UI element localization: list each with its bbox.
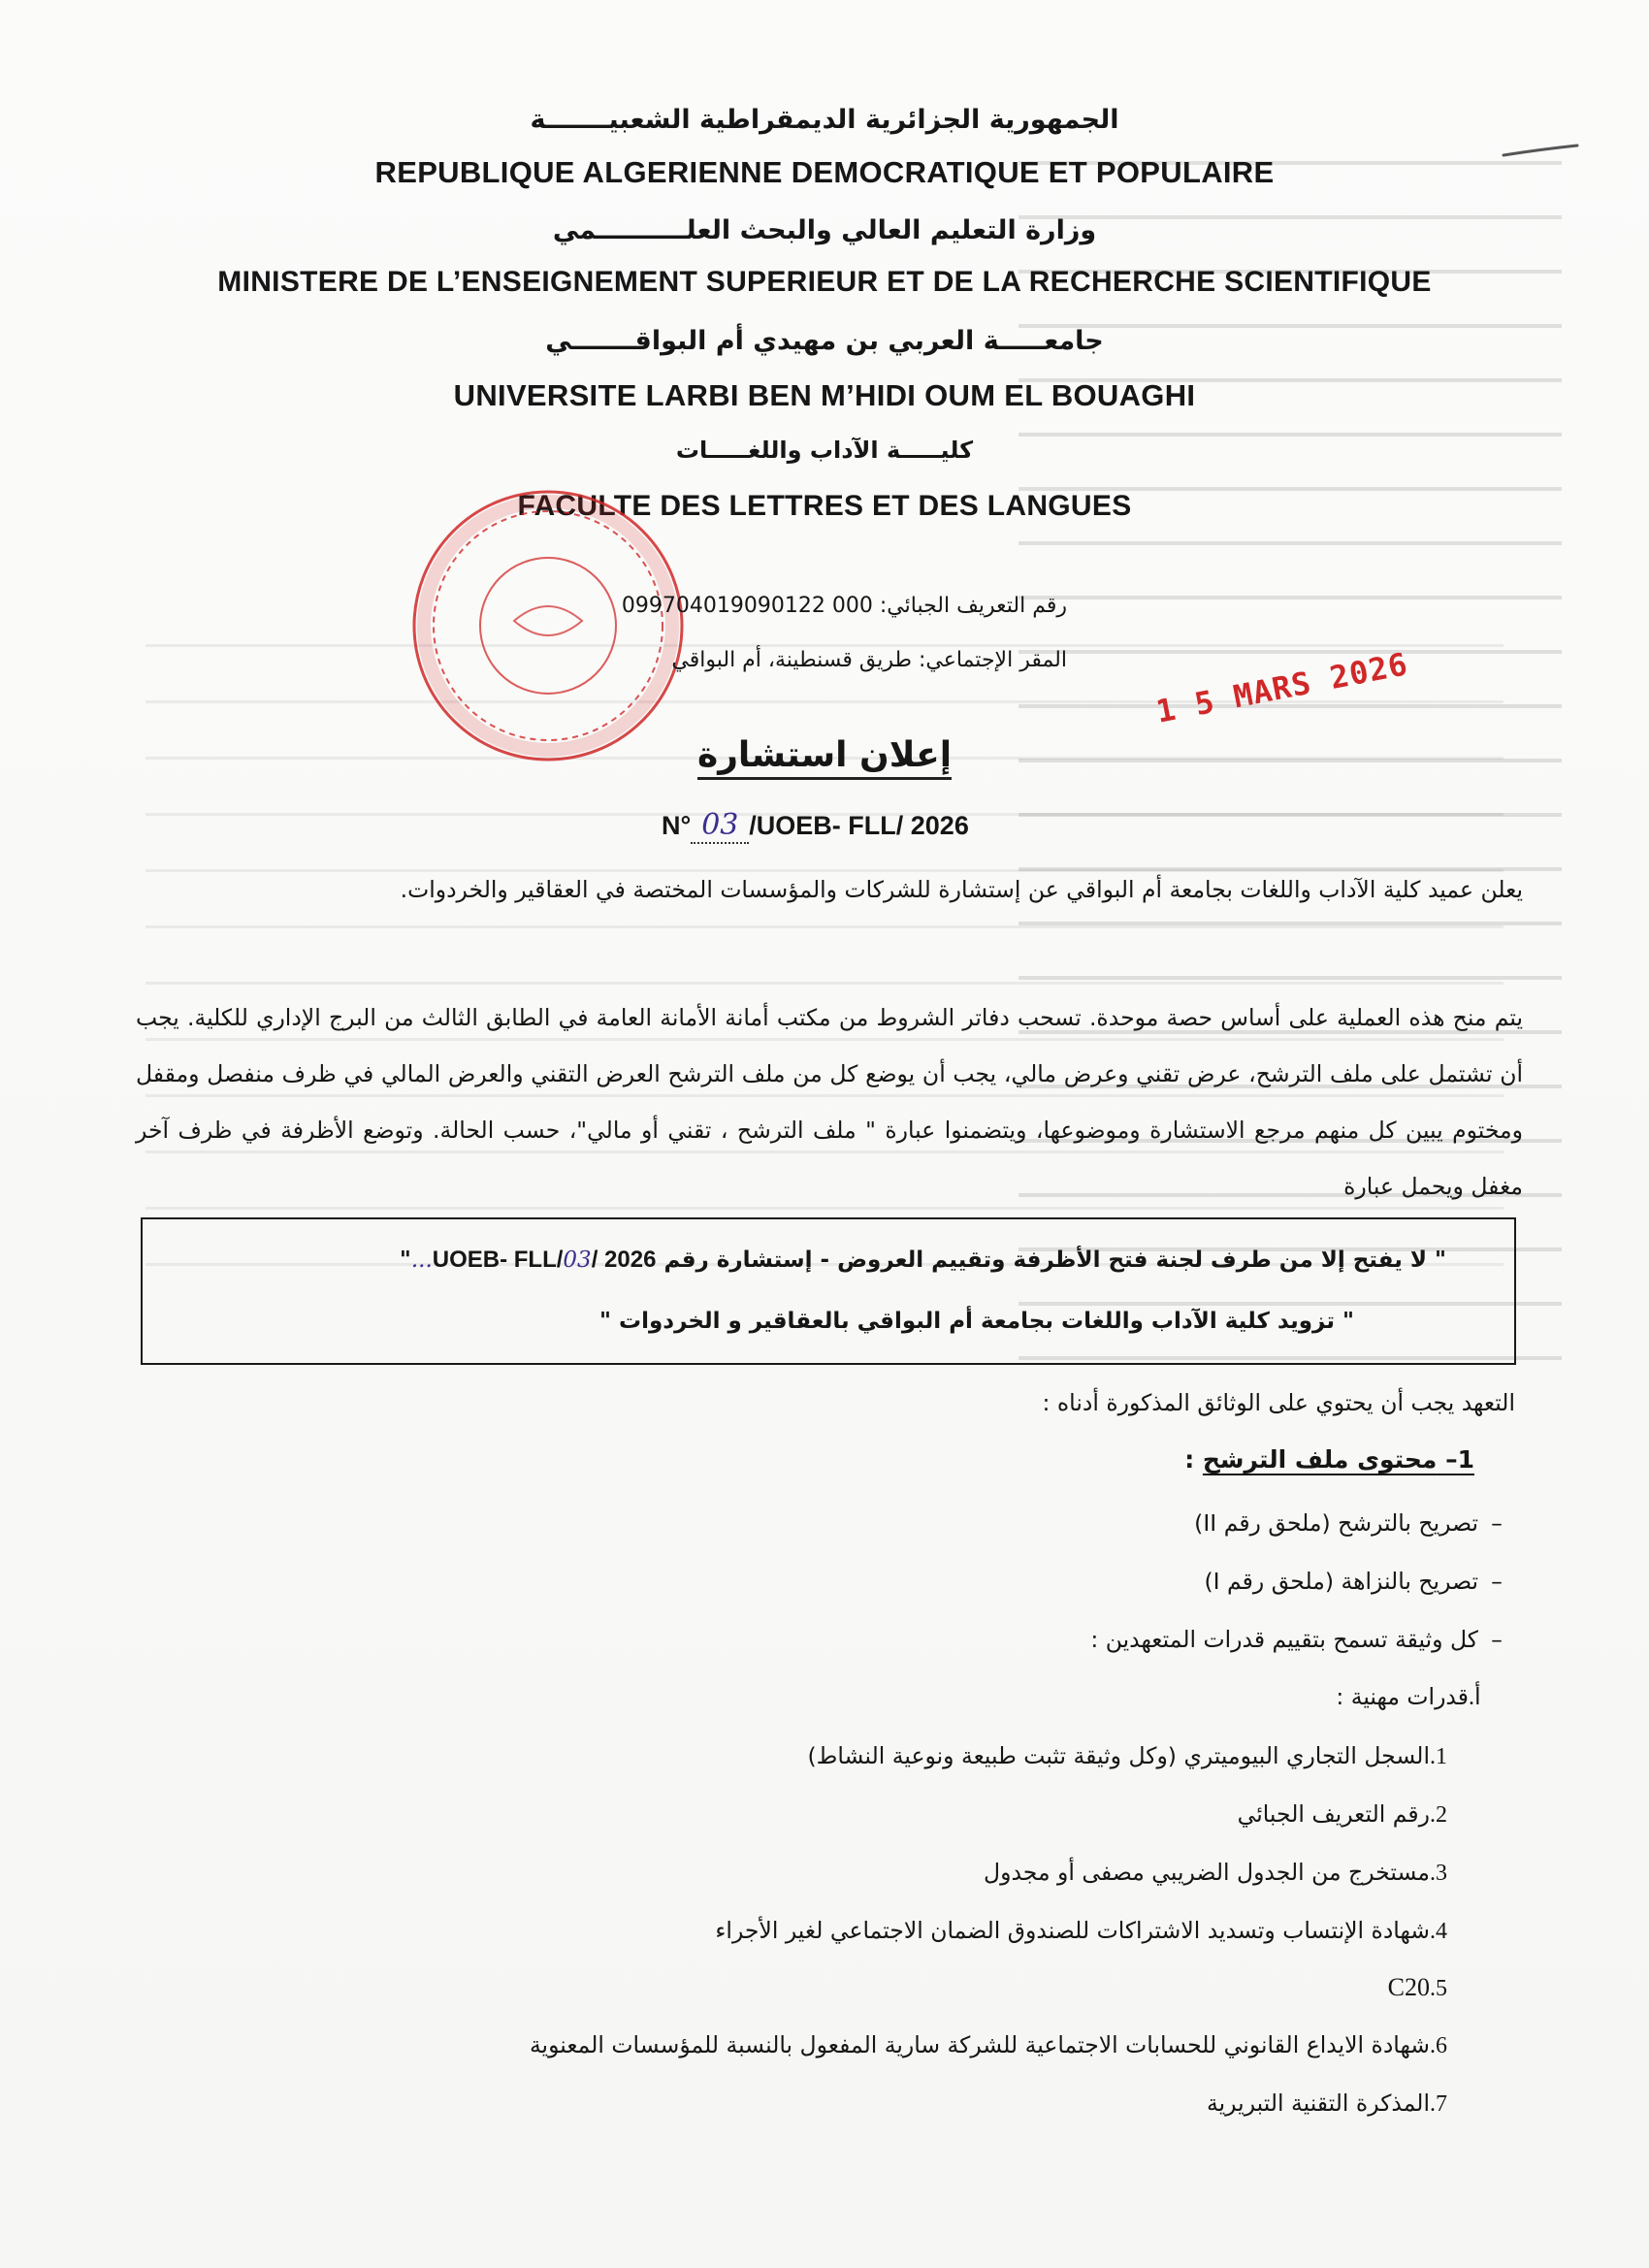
address-line: المقر الإجتماعي: طريق قسنطينة، أم البواقي — [671, 648, 1067, 672]
item-number: 4. — [1430, 1919, 1447, 1944]
numbered-item — [984, 1859, 1472, 1887]
reference-number — [662, 808, 969, 844]
faculty-arabic: كليـــــة الآداب واللغـــــات — [675, 437, 974, 464]
university-arabic: جامعـــــة العربي بن مهيدي أم البواقـــــــي — [545, 326, 1104, 356]
item-text: المذكرة التقنية التبريرية — [1207, 2090, 1430, 2117]
ref-suffix: /UOEB- FLL/ 2026 — [749, 811, 969, 840]
university-french: UNIVERSITE LARBI BEN M’HIDI OUM EL BOUAGHI — [453, 378, 1196, 412]
ref-handwritten: 03 — [691, 808, 749, 844]
ref-prefix: N° — [662, 811, 692, 840]
list-item: –كل وثيقة تسمح بتقييم قدرات المتعهدين : — [1090, 1626, 1503, 1653]
section-1-title-text: محتوى ملف الترشح — [1202, 1445, 1438, 1474]
faculty-french: FACULTE DES LETTRES ET DES LANGUES — [517, 490, 1132, 522]
item-text: رقم التعريف الجبائي — [1237, 1800, 1430, 1828]
intro-paragraph: يعلن عميد كلية الآداب واللغات بجامعة أم البواقي عن إستشارة للشركات والمؤسسات المختصة في العقاقير والخردوات. — [400, 876, 1523, 903]
announcement-title — [0, 735, 1649, 775]
numbered-item — [1207, 2090, 1472, 2118]
republic-arabic: الجمهورية الجزائرية الديمقراطية الشعبيـــــــة — [530, 105, 1119, 135]
announcement-title-text: إعلان استشارة — [697, 735, 952, 780]
item-number: 1. — [1430, 1744, 1447, 1769]
sub-heading-text: قدرات مهنية : — [1336, 1683, 1469, 1710]
numbered-item — [807, 1742, 1472, 1770]
envelope-instruction-box — [141, 1217, 1516, 1365]
item-text: مستخرج من الجدول الضريبي مصفى أو مجدول — [984, 1859, 1430, 1886]
body-paragraph: يتم منح هذه العملية على أساس حصة موحدة. تسحب دفاتر الشروط من مكتب أمانة الأمانة العامة في الطابق الثالث من البرج الإداري للكلية. يجب أن تشتمل على ملف الترشح، عرض تقني وعرض مالي، يجب أن يوضع كل من ملف الترشح العرض التقني والعرض المالي في ظرف منفصل ومقفل ومختوم يبين كل منهم مرجع الاستشارة وموضوعها، ويتضمنوا عبارة " ملف الترشح ، تقني أو مالي"، حسب الحالة. وتوضع الأظرفة في ظرف آخر مغفل ويحمل عبارة — [136, 1004, 1523, 1200]
envelope-line-1-text: " لا يفتح إلا من طرف لجنة فتح الأظرفة وتقييم العروض - إستشارة رقم — [663, 1247, 1446, 1273]
item-number: 5. — [1430, 1976, 1447, 2001]
tax-id-line: رقم التعريف الجبائي: 000 099704019090122 — [621, 594, 1067, 618]
item-number: 7. — [1430, 2091, 1447, 2117]
list-item-text: تصريح بالترشح (ملحق رقم II) — [1194, 1509, 1478, 1537]
republic-french: REPUBLIQUE ALGERIENNE DEMOCRATIQUE ET POPULAIRE — [374, 155, 1275, 189]
list-item: –تصريح بالترشح (ملحق رقم II) — [1194, 1509, 1503, 1537]
ministry-arabic: وزارة التعليم العالي والبحث العلــــــــــمي — [552, 215, 1097, 245]
envelope-line-1-hand: 03... — [410, 1247, 592, 1273]
item-number: 2. — [1430, 1802, 1447, 1828]
section-1-title: 1– محتوى ملف الترشح : — [1184, 1445, 1474, 1474]
date-stamp: 1 5 MARS 2026 — [1152, 645, 1411, 730]
item-number: 6. — [1430, 2033, 1447, 2058]
envelope-line-1-ref: 2026 /UOEB- FLL/ — [432, 1247, 657, 1273]
ministry-french: MINISTERE DE L’ENSEIGNEMENT SUPERIEUR ET DE LA RECHERCHE SCIENTIFIQUE — [217, 266, 1432, 298]
numbered-item — [715, 1917, 1472, 1945]
item-text: شهادة الإنتساب وتسديد الاشتراكات للصندوق الضمان الاجتماعي لغير الأجراء — [715, 1917, 1430, 1944]
envelope-line-2: " تزويد كلية الآداب واللغات بجامعة أم البواقي بالعقاقير و الخردوات " — [599, 1309, 1354, 1334]
commitment-text: التعهد يجب أن يحتوي على الوثائق المذكورة أدناه : — [1042, 1389, 1515, 1416]
list-item-text: تصريح بالنزاهة (ملحق رقم I) — [1204, 1568, 1478, 1595]
numbered-item — [1388, 1973, 1472, 2002]
item-number: 3. — [1430, 1861, 1447, 1886]
numbered-item — [1238, 1800, 1472, 1829]
sub-heading — [1336, 1683, 1511, 1711]
sub-heading-letter: أ. — [1469, 1685, 1481, 1710]
official-seal-icon — [407, 485, 689, 766]
section-1-number: 1 — [1457, 1445, 1474, 1474]
item-text: شهادة الايداع القانوني للحسابات الاجتماعية للشركة سارية المفعول بالنسبة للمؤسسات المعنوية — [529, 2031, 1430, 2058]
envelope-line-1-end: " — [399, 1247, 411, 1273]
item-text: السجل التجاري البيوميتري (وكل وثيقة تثبت طبيعة ونوعية النشاط) — [807, 1742, 1430, 1769]
item-text: C20 — [1387, 1973, 1430, 2001]
list-item-text: كل وثيقة تسمح بتقييم قدرات المتعهدين : — [1090, 1626, 1478, 1653]
list-item: –تصريح بالنزاهة (ملحق رقم I) — [1204, 1568, 1503, 1595]
numbered-item — [530, 2031, 1472, 2059]
envelope-line-1 — [400, 1247, 1446, 1274]
section-1-colon: : — [1184, 1445, 1203, 1474]
